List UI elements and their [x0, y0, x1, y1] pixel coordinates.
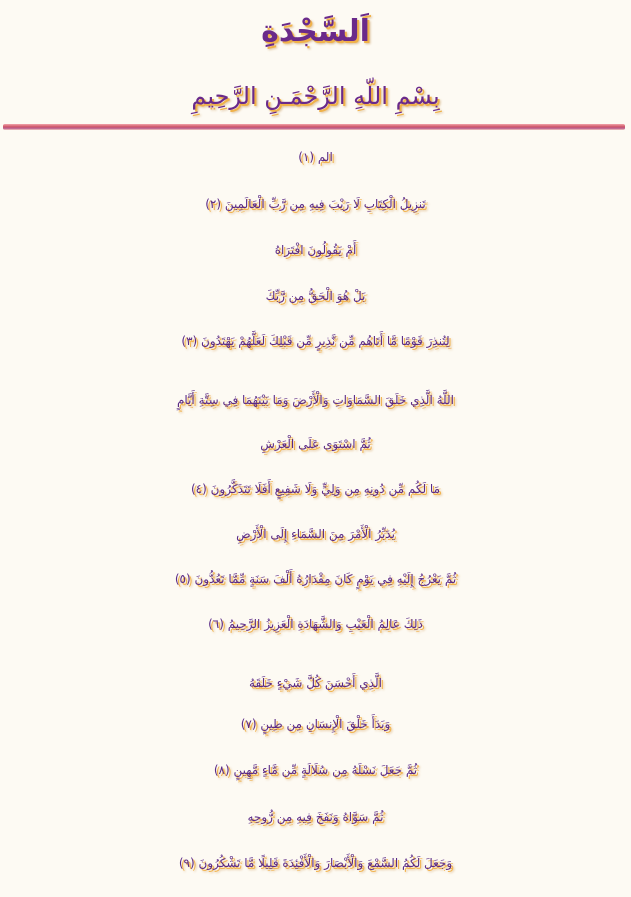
basmala: بِسْمِ اللّهِ الرَّحْمَـنِ الرَّحِيمِ	[191, 82, 440, 110]
verse-line: مَا لَكُم مِّن دُونِهِ مِن وَلِيٍّ وَلَا شَفِيعٍ أَفَلَا تَتَذَكَّرُونَ (٤)	[190, 482, 440, 496]
verse-line: ثُمَّ اسْتَوَى عَلَى الْعَرْشِ	[260, 437, 371, 451]
verse-line: ذَلِكَ عَالِمُ الْغَيْبِ وَالشَّهَادَةِ الْعَزِيزُ الرَّحِيمُ (٦)	[208, 617, 423, 631]
verse-line: ثُمَّ جَعَلَ نَسْلَهُ مِن سُلَالَةٍ مِّن مَّاءٍ مَّهِينٍ (٨)	[213, 763, 418, 777]
verse-line: أَمْ يَقُولُونَ افْتَرَاهُ	[274, 243, 357, 257]
verse-line: وَبَدَأَ خَلْقَ الْإِنسَانِ مِن طِينٍ (٧)	[240, 717, 391, 731]
verse-line: ثُمَّ سَوَّاهُ وَنَفَخَ فِيهِ مِن رُّوحِهِ	[247, 810, 384, 824]
verse-line: يُدَبِّرُ الْأَمْرَ مِنَ السَّمَاءِ إِلَى الْأَرْضِ	[236, 527, 395, 541]
verse-line: بَلْ هُوَ الْحَقُّ مِن رَّبِّكَ	[265, 289, 366, 303]
page-title: اَلسَّجْدَةِ	[261, 14, 370, 49]
verse-line: تَنزِيلُ الْكِتَابِ لَا رَيْبَ فِيهِ مِن رَّبِّ الْعَالَمِينَ (٢)	[205, 197, 426, 211]
verse-line: الَّذِي أَحْسَنَ كُلَّ شَيْءٍ خَلَقَهُ	[249, 676, 382, 690]
verse-line: اللَّهُ الَّذِي خَلَقَ السَّمَاوَاتِ وَالْأَرْضَ وَمَا بَيْنَهُمَا فِي سِتَّةِ أَيَّامٍ	[177, 393, 454, 407]
verse-line: الم (١)	[298, 150, 333, 164]
divider	[3, 124, 625, 130]
verse-line: وَجَعَلَ لَكُمُ السَّمْعَ وَالْأَبْصَارَ وَالْأَفْئِدَةَ قَلِيلًا مَّا تَشْكُرُونَ (٩)	[178, 856, 453, 870]
verse-line: ثُمَّ يَعْرُجُ إِلَيْهِ فِي يَوْمٍ كَانَ مِقْدَارُهُ أَلْفَ سَنَةٍ مِّمَّا تَعُدُّونَ (٥)	[174, 572, 457, 586]
verse-line: لِتُنذِرَ قَوْمًا مَّا أَتَاهُم مِّن نَّذِيرٍ مِّن قَبْلِكَ لَعَلَّهُمْ يَهْتَدُونَ (٣)	[181, 334, 450, 348]
